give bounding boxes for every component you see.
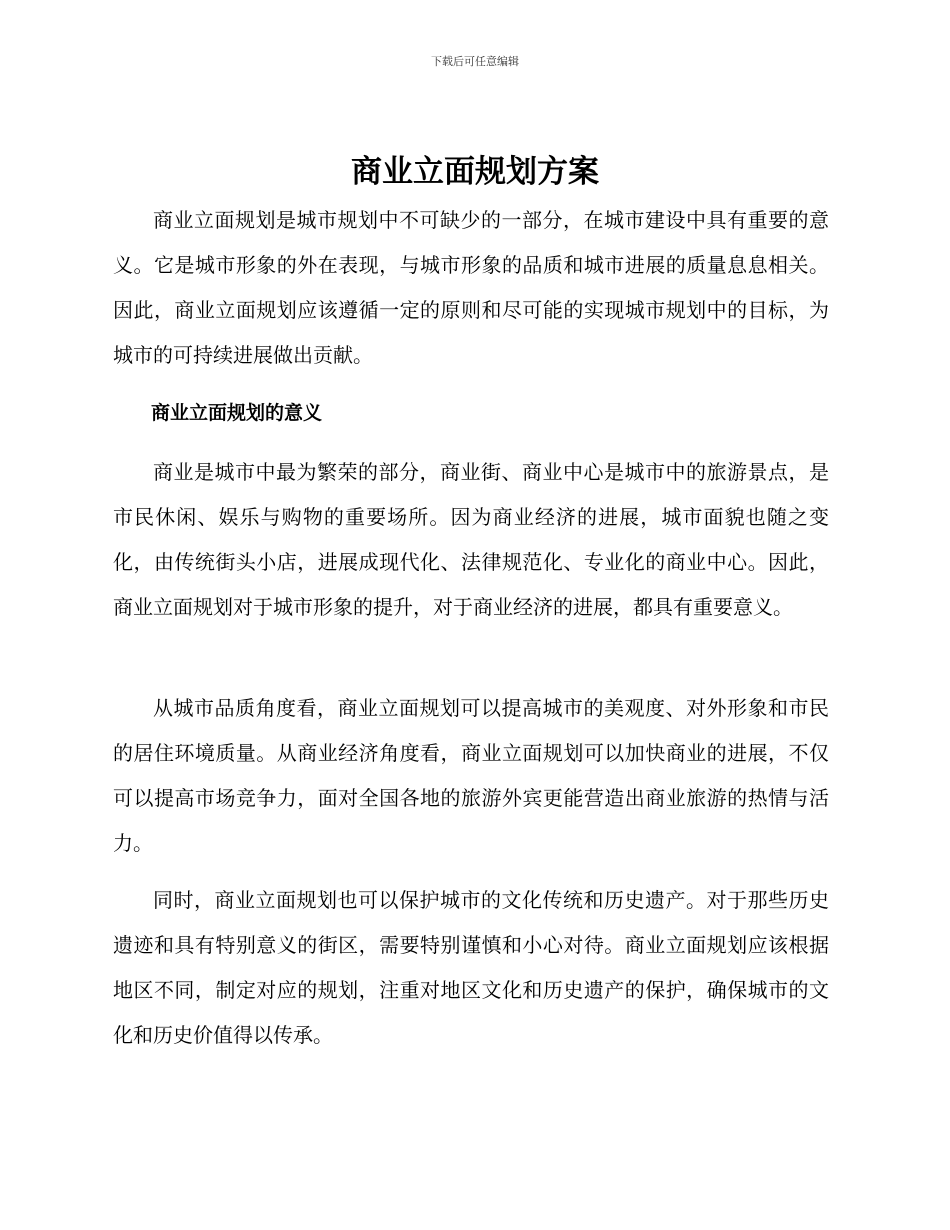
body-paragraph-1: 商业是城市中最为繁荣的部分，商业街、商业中心是城市中的旅游景点，是市民休闲、娱乐与购物的重要场所。因为商业经济的进展，城市面貌也随之变化，由传统街头小店，进展成现代化、法律规范化、专业化的商业中心。因此，商业立面规划对于城市形象的提升，对于商业经济的进展，都具有重要意义。 — [113, 460, 829, 619]
intro-paragraph: 商业立面规划是城市规划中不可缺少的一部分，在城市建设中具有重要的意义。它是城市形象的外在表现，与城市形象的品质和城市进展的质量息息相关。因此，商业立面规划应该遵循一定的原则和尽可能的实现城市规划中的目标，为城市的可持续进展做出贡献。 — [113, 208, 829, 367]
page-header-note: 下载后可任意编辑 — [431, 55, 519, 68]
body-paragraph-2: 从城市品质角度看，商业立面规划可以提高城市的美观度、对外形象和市民的居住环境质量。从商业经济角度看，商业立面规划可以加快商业的进展，不仅可以提高市场竞争力，面对全国各地的旅游外宾更能营造出商业旅游的热情与活力。 — [113, 696, 829, 855]
document-title: 商业立面规划方案 — [351, 154, 599, 190]
body-paragraph-3: 同时，商业立面规划也可以保护城市的文化传统和历史遗产。对于那些历史遗迹和具有特别意义的街区，需要特别谨慎和小心对待。商业立面规划应该根据地区不同，制定对应的规划，注重对地区文化和历史遗产的保护，确保城市的文化和历史价值得以传承。 — [113, 888, 829, 1047]
section-heading: 商业立面规划的意义 — [151, 402, 323, 424]
